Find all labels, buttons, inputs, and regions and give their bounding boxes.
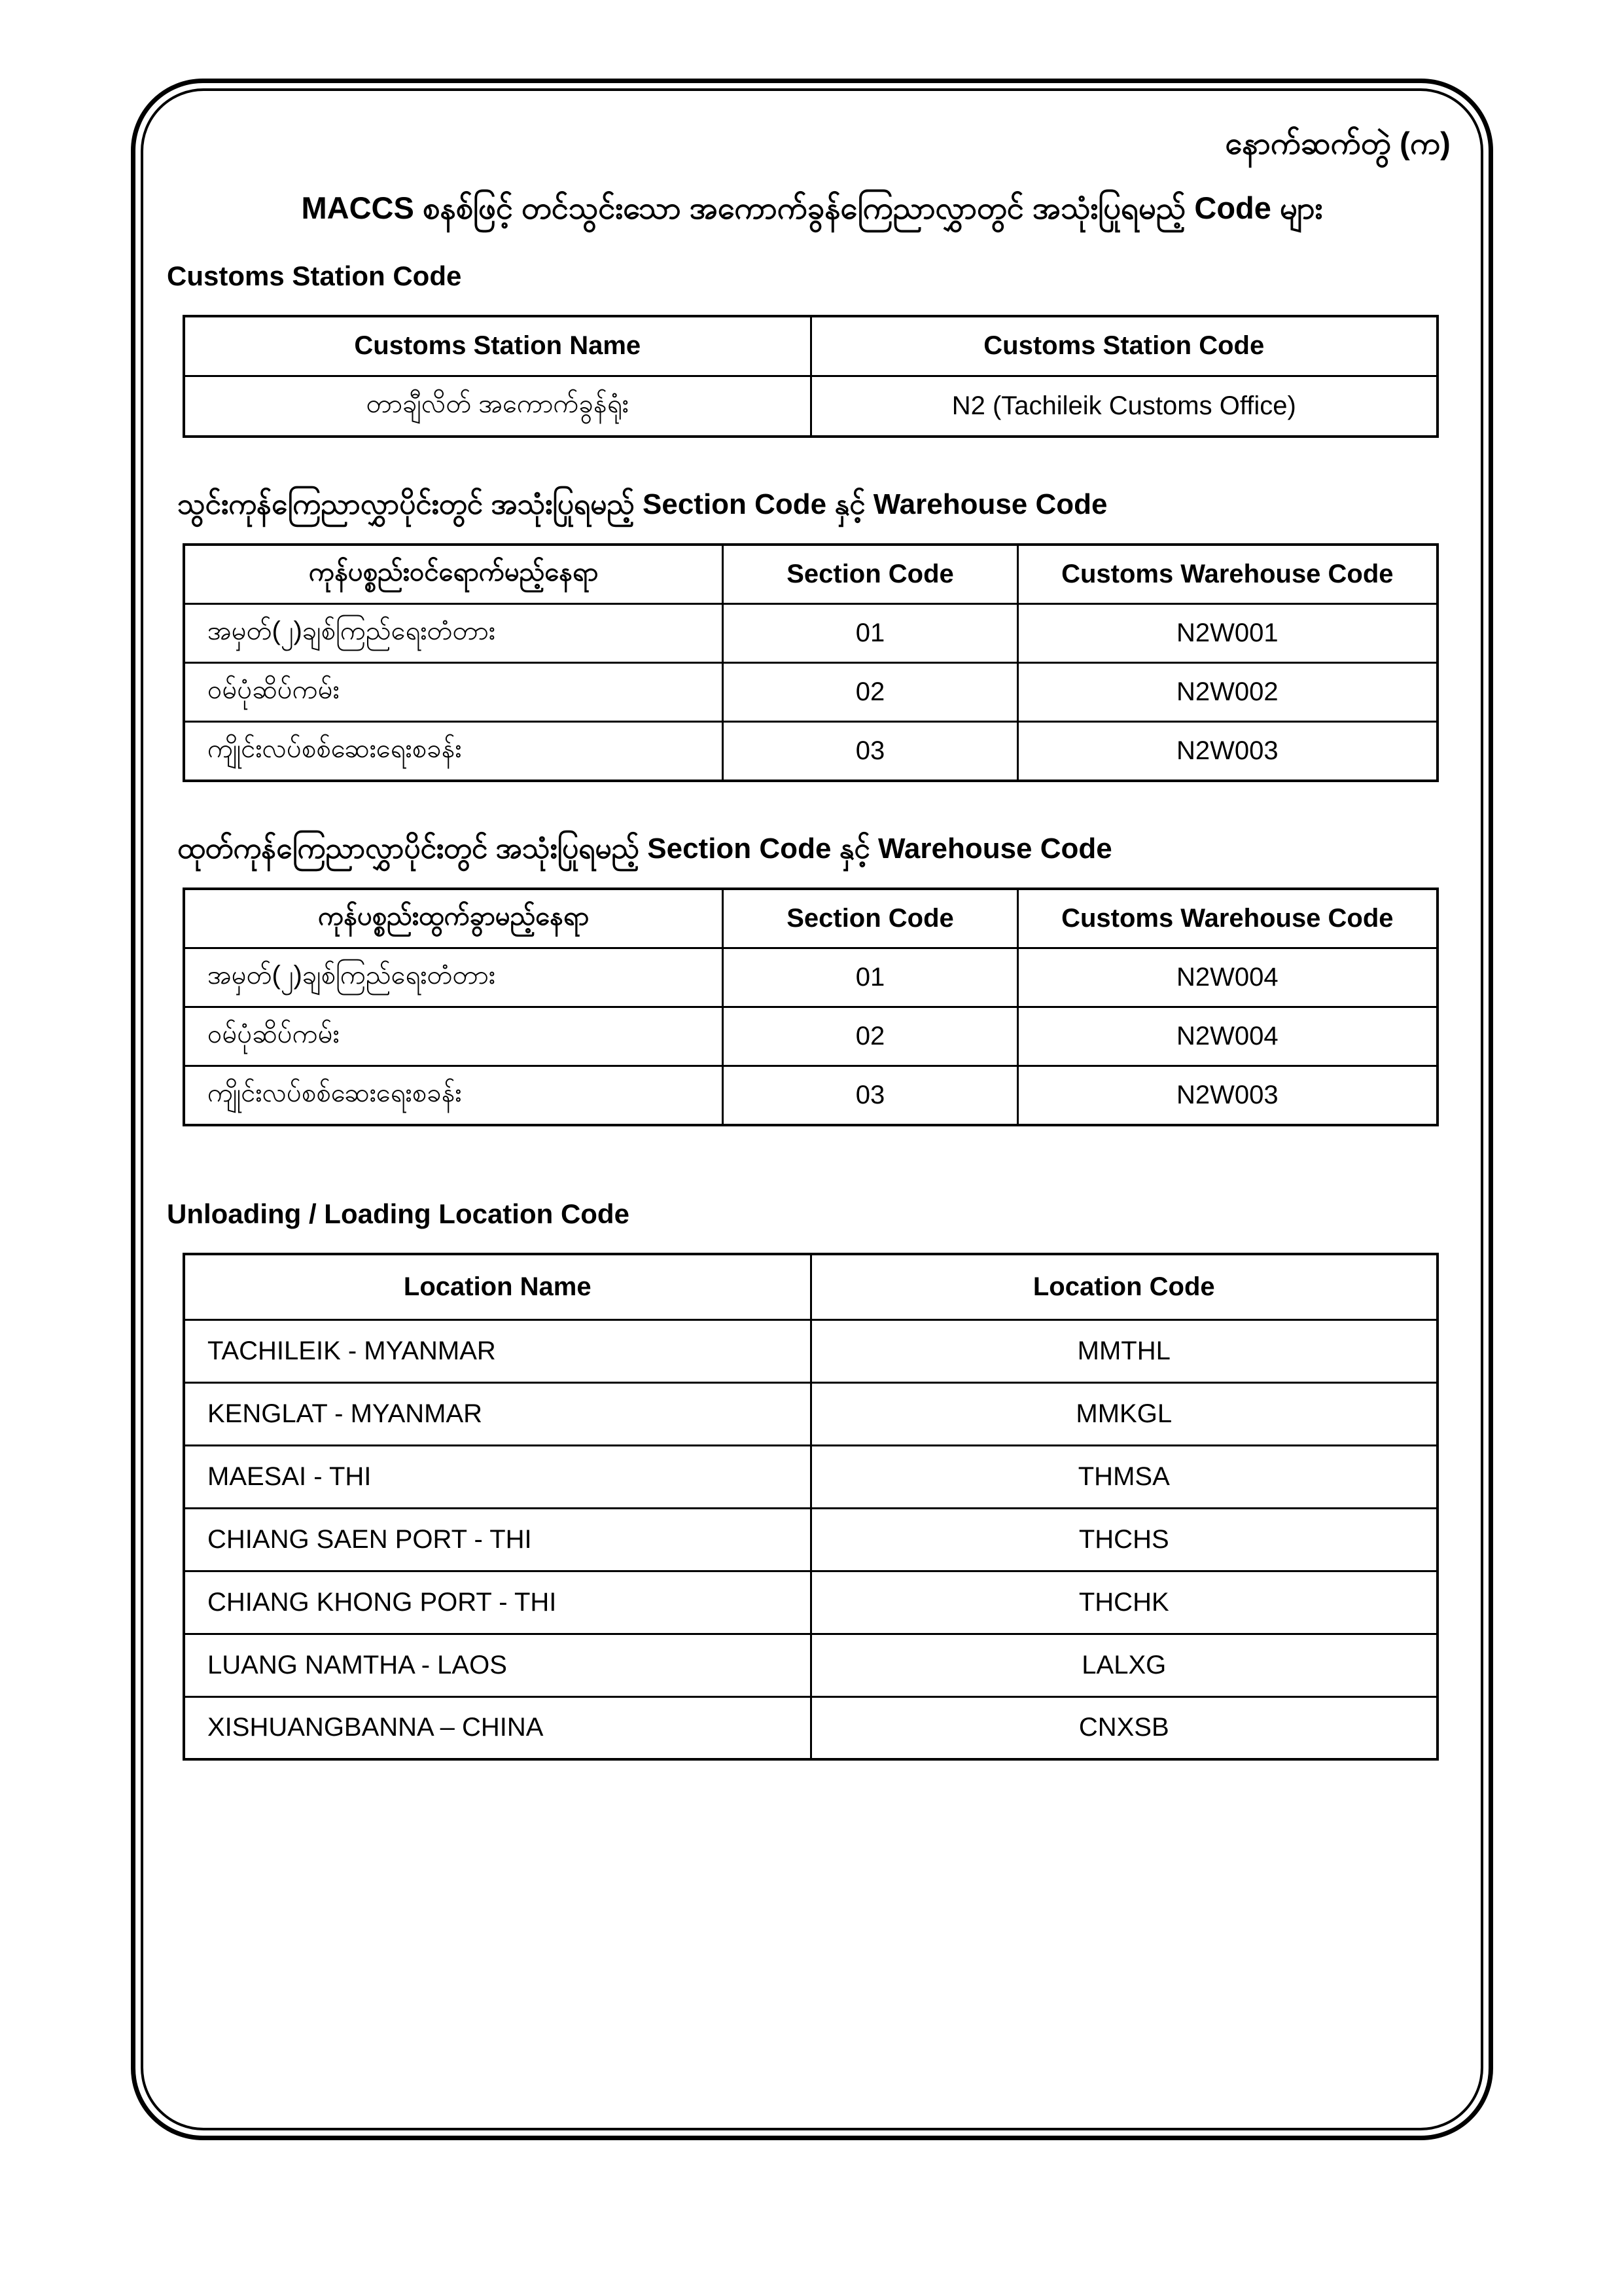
cell-station-name: တာချီလိတ် အကောက်ခွန်ရုံး (184, 376, 811, 437)
table-row (184, 376, 1438, 437)
cell-location-name: TACHILEIK - MYANMAR (184, 1319, 811, 1382)
column-header-export-place: ကုန်ပစ္စည်းထွက်ခွာမည့်နေရာ (184, 889, 723, 948)
cell-location-code: MMTHL (811, 1319, 1438, 1382)
column-header-import-place: ကုန်ပစ္စည်းဝင်ရောက်မည့်နေရာ (184, 545, 723, 604)
cell-station-code: N2 (Tachileik Customs Office) (811, 376, 1438, 437)
cell-section-code: 03 (723, 1066, 1017, 1126)
table-row (184, 662, 1438, 721)
cell-location-code: THCHS (811, 1508, 1438, 1571)
cell-location-name: MAESAI - THI (184, 1445, 811, 1508)
table-row (184, 721, 1438, 781)
section-heading-export-section-warehouse-code: ထုတ်ကုန်ကြေညာလွှာပိုင်းတွင် အသုံးပြုရမည့် Section Code နှင့် Warehouse Code (177, 832, 1112, 865)
cell-export-place: ဝမ်ပုံဆိပ်ကမ်း (184, 1007, 723, 1066)
table-row (184, 1382, 1438, 1445)
section-heading-unloading-loading-location-code: Unloading / Loading Location Code (167, 1198, 629, 1230)
cell-section-code: 02 (723, 662, 1017, 721)
table-row (184, 1007, 1438, 1066)
section-spacer (167, 1126, 1457, 1166)
table-row (184, 1445, 1438, 1508)
cell-import-place: ကျိုင်းလပ်စစ်ဆေးရေးစခန်း (184, 721, 723, 781)
table-row (184, 1319, 1438, 1382)
column-header-section-code: Section Code (723, 889, 1017, 948)
column-header-station-name: Customs Station Name (184, 316, 811, 376)
column-header-station-code: Customs Station Code (811, 316, 1438, 376)
cell-location-code: THCHK (811, 1571, 1438, 1634)
cell-location-name: CHIANG SAEN PORT - THI (184, 1508, 811, 1571)
cell-warehouse-code: N2W004 (1017, 1007, 1438, 1066)
cell-import-place: ဝမ်ပုံဆိပ်ကမ်း (184, 662, 723, 721)
table-row (184, 1571, 1438, 1634)
column-header-section-code: Section Code (723, 545, 1017, 604)
cell-section-code: 03 (723, 721, 1017, 781)
cell-location-name: KENGLAT - MYANMAR (184, 1382, 811, 1445)
appendix-label: နောက်ဆက်တွဲ (က) (1225, 126, 1451, 160)
customs-station-code-table (183, 315, 1439, 438)
document-title: MACCS စနစ်ဖြင့် တင်သွင်းသော အကောက်ခွန်ကြေညာလွှာတွင် အသုံးပြုရမည့် Code များ (301, 190, 1323, 225)
location-code-table (183, 1253, 1439, 1761)
cell-warehouse-code: N2W002 (1017, 662, 1438, 721)
column-header-warehouse-code: Customs Warehouse Code (1017, 889, 1438, 948)
document-content (167, 124, 1457, 1761)
table-row (184, 1696, 1438, 1759)
table-header-row (184, 316, 1438, 376)
table-row (184, 1066, 1438, 1126)
column-header-location-code: Location Code (811, 1254, 1438, 1319)
section-heading-import-section-warehouse-code: သွင်းကုန်ကြေညာလွှာပိုင်းတွင် အသုံးပြုရမည့် Section Code နှင့် Warehouse Code (177, 488, 1108, 520)
column-header-location-name: Location Name (184, 1254, 811, 1319)
cell-warehouse-code: N2W003 (1017, 1066, 1438, 1126)
cell-section-code: 01 (723, 948, 1017, 1007)
cell-location-code: MMKGL (811, 1382, 1438, 1445)
import-section-warehouse-code-table (183, 543, 1439, 782)
cell-location-name: CHIANG KHONG PORT - THI (184, 1571, 811, 1634)
section-heading-customs-station-code: Customs Station Code (167, 260, 462, 291)
cell-section-code: 02 (723, 1007, 1017, 1066)
table-header-row (184, 1254, 1438, 1319)
cell-export-place: အမှတ်(၂)ချစ်ကြည်ရေးတံတား (184, 948, 723, 1007)
cell-location-name: LUANG NAMTHA - LAOS (184, 1634, 811, 1696)
cell-location-code: THMSA (811, 1445, 1438, 1508)
cell-warehouse-code: N2W003 (1017, 721, 1438, 781)
cell-warehouse-code: N2W001 (1017, 603, 1438, 662)
table-header-row (184, 889, 1438, 948)
cell-location-code: CNXSB (811, 1696, 1438, 1759)
cell-warehouse-code: N2W004 (1017, 948, 1438, 1007)
cell-export-place: ကျိုင်းလပ်စစ်ဆေးရေးစခန်း (184, 1066, 723, 1126)
table-header-row (184, 545, 1438, 604)
table-row (184, 1634, 1438, 1696)
cell-section-code: 01 (723, 603, 1017, 662)
column-header-warehouse-code: Customs Warehouse Code (1017, 545, 1438, 604)
table-row (184, 603, 1438, 662)
cell-location-name: XISHUANGBANNA – CHINA (184, 1696, 811, 1759)
cell-import-place: အမှတ်(၂)ချစ်ကြည်ရေးတံတား (184, 603, 723, 662)
export-section-warehouse-code-table (183, 888, 1439, 1126)
table-row (184, 1508, 1438, 1571)
cell-location-code: LALXG (811, 1634, 1438, 1696)
table-row (184, 948, 1438, 1007)
